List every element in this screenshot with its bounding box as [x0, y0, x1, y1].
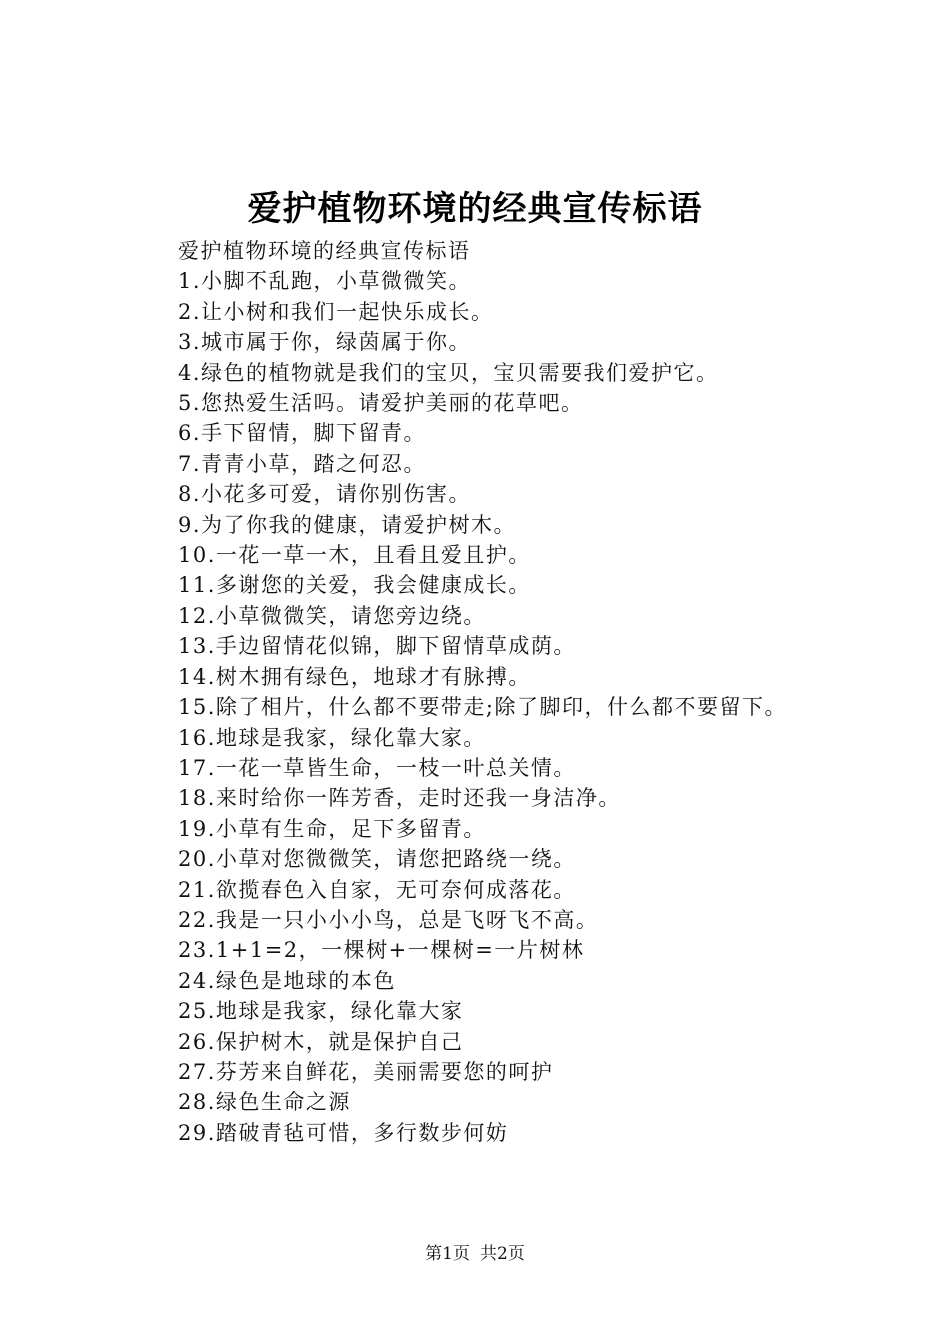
page-number: 第1页 [425, 1244, 470, 1264]
slogan-item: 23.1+1=2，一棵树+一棵树=一片树林 [178, 938, 585, 963]
slogan-item: 24.绿色是地球的本色 [178, 968, 396, 993]
slogan-item: 21.欲揽春色入自家，无可奈何成落花。 [178, 877, 576, 902]
slogan-item: 6.手下留情，脚下留青。 [178, 421, 427, 446]
page-total: 共2页 [480, 1244, 525, 1264]
slogan-item: 17.一花一草皆生命，一枝一叶总关情。 [178, 755, 576, 780]
slogan-item: 3.城市属于你，绿茵属于你。 [178, 330, 472, 355]
slogan-item: 15.除了相片，什么都不要带走;除了脚印，什么都不要留下。 [178, 695, 787, 720]
slogan-item: 11.多谢您的关爱，我会健康成长。 [178, 573, 531, 598]
slogan-item: 28.绿色生命之源 [178, 1090, 351, 1115]
slogan-item: 14.树木拥有绿色，地球才有脉搏。 [178, 664, 531, 689]
slogan-item: 22.我是一只小小小鸟，总是飞呀飞不高。 [178, 907, 599, 932]
slogan-item: 7.青青小草，踏之何忍。 [178, 451, 427, 476]
slogan-item: 12.小草微微笑，请您旁边绕。 [178, 603, 486, 628]
slogan-item: 26.保护树木，就是保护自己 [178, 1029, 464, 1054]
slogan-item: 2.让小树和我们一起快乐成长。 [178, 299, 494, 324]
page-footer [0, 1242, 950, 1266]
slogan-item: 27.芬芳来自鲜花，美丽需要您的呵护 [178, 1059, 554, 1084]
slogan-item: 1.小脚不乱跑，小草微微笑。 [178, 269, 472, 294]
slogan-item: 25.地球是我家，绿化靠大家 [178, 999, 464, 1024]
document-title: 爱护植物环境的经典宣传标语 [247, 189, 703, 229]
slogan-item: 13.手边留情花似锦，脚下留情草成荫。 [178, 634, 576, 659]
slogan-item: 10.一花一草一木，且看且爱且护。 [178, 543, 531, 568]
slogan-item: 29.踏破青毡可惜，多行数步何妨 [178, 1120, 509, 1145]
slogan-item: 9.为了你我的健康，请爱护树木。 [178, 512, 517, 537]
slogan-item: 5.您热爱生活吗。请爱护美丽的花草吧。 [178, 391, 584, 416]
slogan-item: 20.小草对您微微笑，请您把路绕一绕。 [178, 847, 576, 872]
slogan-item: 16.地球是我家，绿化靠大家。 [178, 725, 486, 750]
slogan-item: 19.小草有生命，足下多留青。 [178, 816, 486, 841]
slogan-item: 4.绿色的植物就是我们的宝贝，宝贝需要我们爱护它。 [178, 360, 719, 385]
slogan-item: 8.小花多可爱，请你别伤害。 [178, 482, 472, 507]
paragraph-heading: 爱护植物环境的经典宣传标语 [178, 239, 471, 263]
document-body [130, 236, 830, 1148]
slogan-item: 18.来时给你一阵芳香，走时还我一身洁净。 [178, 786, 621, 811]
